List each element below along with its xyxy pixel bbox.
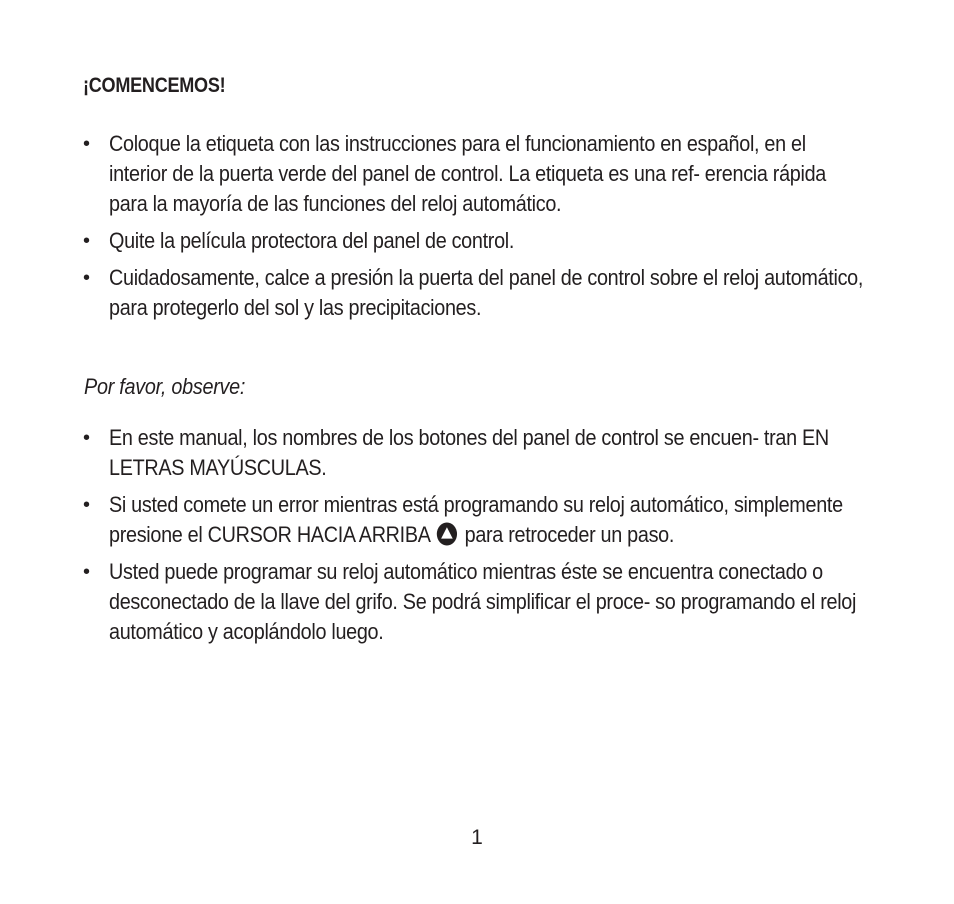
notes-list xyxy=(83,423,873,654)
bullet: • xyxy=(83,267,90,289)
list-item-text: Usted puede programar su reloj automático mientras éste se encuentra conectado o desconectado de la llave del grifo. Se podrá simplificar el proce- so programando el reloj automático y acoplándolo luego. xyxy=(109,559,857,644)
list-item xyxy=(83,423,873,483)
instructions-list xyxy=(83,129,873,330)
list-item-text: En este manual, los nombres de los botones del panel de control se encuen- tran EN LETRAS MAYÚSCULAS. xyxy=(109,425,829,480)
list-item-text: Quite la película protectora del panel de control. xyxy=(109,228,515,253)
section-heading: ¡COMENCEMOS! xyxy=(83,74,226,97)
up-arrow-circle-icon xyxy=(437,522,458,546)
list-item xyxy=(83,226,873,256)
note-label: Por favor, observe: xyxy=(84,374,246,399)
cursor-text-before: Si usted comete un error mientras está programando su reloj automático, simplemente presione el CURSOR HACIA ARRIBA xyxy=(109,492,843,547)
bullet: • xyxy=(83,561,90,583)
bullet: • xyxy=(83,427,90,449)
list-item xyxy=(83,129,873,219)
list-item-text: Coloque la etiqueta con las instrucciones para el funcionamiento en español, en el interior de la puerta verde del panel de control. La etiqueta es una ref- erencia rápida para la mayoría de las funciones del reloj automático. xyxy=(109,131,826,216)
page-number: 1 xyxy=(471,826,483,849)
bullet: • xyxy=(83,133,90,155)
bullet: • xyxy=(83,230,90,252)
list-item-text: Cuidadosamente, calce a presión la puerta del panel de control sobre el reloj automático, para protegerlo del sol y las precipitaciones. xyxy=(109,265,864,320)
list-item xyxy=(83,490,873,550)
list-item xyxy=(83,557,873,647)
list-item xyxy=(83,263,873,323)
list-item-text xyxy=(109,490,866,550)
bullet: • xyxy=(83,494,90,516)
cursor-text-after: para retroceder un paso. xyxy=(464,522,675,547)
